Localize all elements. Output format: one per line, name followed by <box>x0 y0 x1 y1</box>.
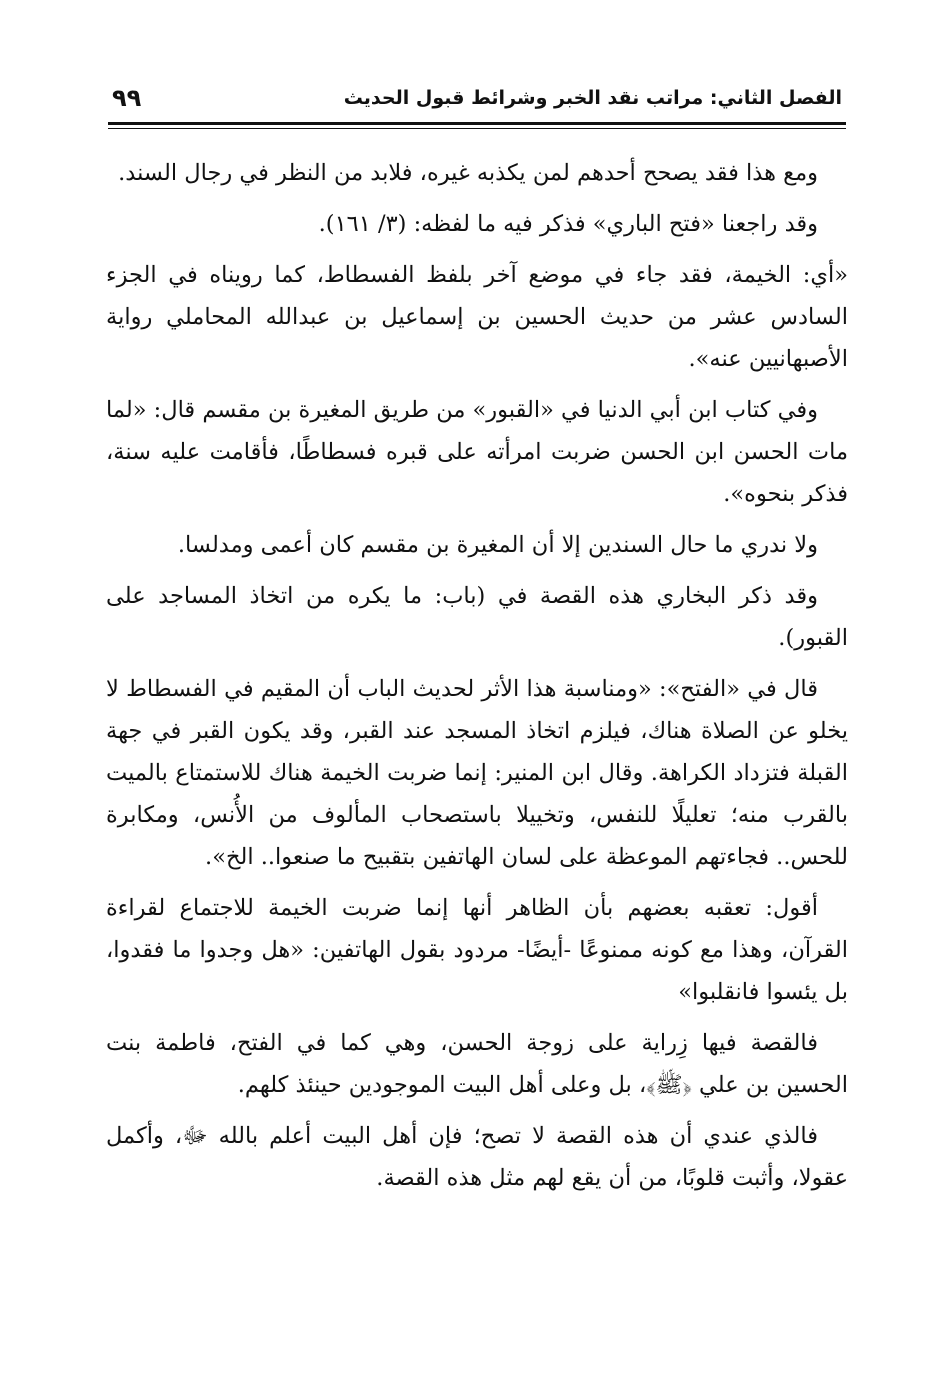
paragraph: وقد ذكر البخاري هذه القصة في (باب: ما يكره من اتخاذ المساجد على القبور). <box>106 583 848 651</box>
body-text <box>106 152 848 1208</box>
paragraph: فالذي عندي أن هذه القصة لا تصح؛ فإن أهل البيت أعلم بالله ﷻ، وأكمل عقولا، وأثبت قلوبًا، من أن يقع لهم مثل هذه القصة. <box>106 1123 848 1191</box>
page-number: ٩٩ <box>112 84 142 112</box>
header-rule-thick <box>108 122 846 125</box>
paragraph: ولا ندري ما حال السندين إلا أن المغيرة بن مقسم كان أعمى ومدلسا. <box>177 532 818 558</box>
page-header <box>112 78 842 118</box>
header-rule-thin <box>108 128 846 129</box>
paragraph: أقول: تعقبه بعضهم بأن الظاهر أنها إنما ضربت الخيمة للاجتماع لقراءة القرآن، وهذا مع كونه ممنوعًا -أيضًا- مردود بقول الهاتفين: «هل وجدوا ما فقدوا، بل يئسوا فانقلبوا» <box>106 895 848 1005</box>
paragraph: فالقصة فيها زِراية على زوجة الحسن، وهي كما في الفتح، فاطمة بنت الحسين بن علي ﴿ﷺ﴾، بل وعلى أهل البيت الموجودين حينئذ كلهم. <box>106 1030 848 1098</box>
paragraph: وقد راجعنا «فتح الباري» فذكر فيه ما لفظه: (٣/ ١٦١). <box>318 211 818 237</box>
paragraph: قال في «الفتح»: «ومناسبة هذا الأثر لحديث الباب أن المقيم في الفسطاط لا يخلو عن الصلاة هناك، فيلزم اتخاذ المسجد عند القبر، وقد يكون القبر في جهة القبلة فتزداد الكراهة. وقال ابن المنير: إنما ضربت الخيمة هناك للاستمتاع بالميت بالقرب منه؛ تعليلًا للنفس، وتخييلا باستصحاب المألوف من الأُنس، ومكابرة للحس.. فجاءتهم الموعظة على لسان الهاتفين بتقبيح ما صنعوا.. الخ». <box>106 676 848 870</box>
paragraph: وفي كتاب ابن أبي الدنيا في «القبور» من طريق المغيرة بن مقسم قال: «لما مات الحسن ابن الحسن ضربت امرأته على قبره فسطاطًا، فأقامت عليه سنة، فذكر بنحوه». <box>106 397 848 507</box>
quoted-paragraph: «أي: الخيمة، فقد جاء في موضع آخر بلفظ الفسطاط، كما رويناه في الجزء السادس عشر من حديث الحسين بن إسماعيل بن عبدالله المحاملي رواية الأصبهانيين عنه». <box>106 262 848 372</box>
paragraph: ومع هذا فقد يصحح أحدهم لمن يكذبه غيره، فلابد من النظر في رجال السند. <box>118 160 818 186</box>
running-head: الفصل الثاني: مراتب نقد الخبر وشرائط قبول الحديث <box>343 86 842 109</box>
